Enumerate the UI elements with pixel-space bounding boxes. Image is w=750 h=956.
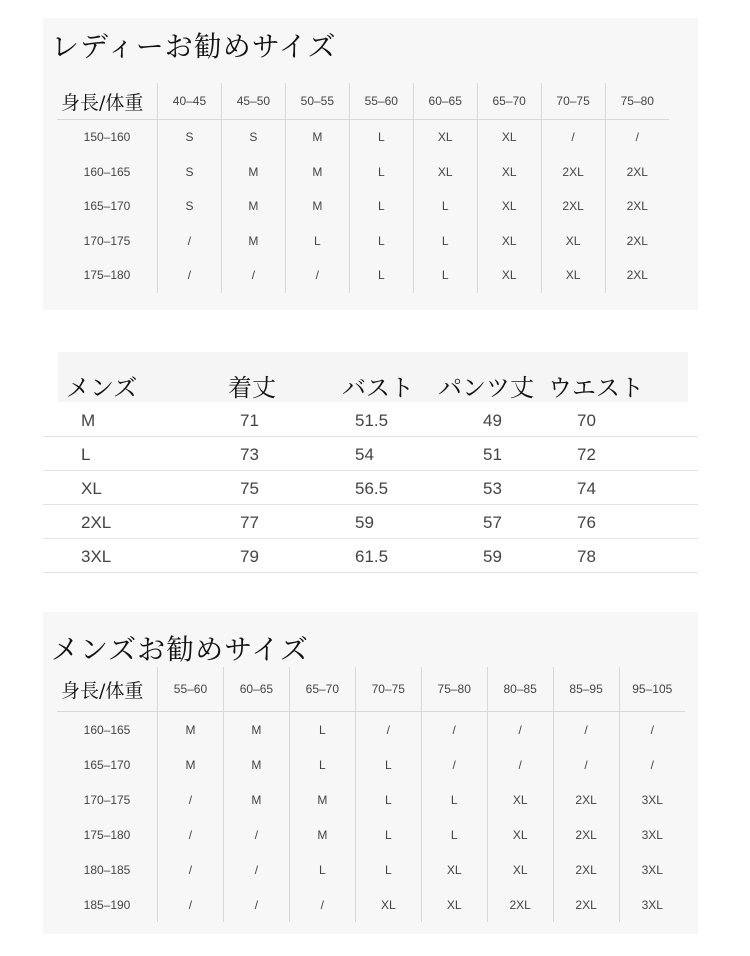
men-chart-pants-length-cell: 51	[483, 445, 502, 464]
men-chart-pants-length-cell: 49	[483, 411, 502, 430]
men-chart-header-size: メンズ	[66, 374, 138, 402]
size-cell: L	[349, 258, 413, 293]
size-cell: 2XL	[553, 817, 619, 852]
size-cell: XL	[355, 887, 421, 922]
size-cell: /	[158, 782, 224, 817]
weight-header: 65–70	[289, 667, 355, 712]
men-chart-length-cell: 77	[240, 513, 259, 532]
size-cell: L	[413, 189, 477, 224]
size-cell: /	[355, 712, 421, 748]
table-row	[57, 747, 685, 782]
women-size-panel	[43, 18, 698, 310]
size-cell: XL	[413, 120, 477, 155]
weight-header: 45–50	[221, 83, 285, 120]
size-cell: M	[285, 155, 349, 190]
size-cell: 3XL	[641, 897, 663, 912]
height-weight-label: 身長/体重	[57, 667, 158, 712]
size-cell: L	[421, 782, 487, 817]
size-cell: 2XL	[487, 887, 553, 922]
weight-header: 75–80	[605, 83, 669, 120]
men-chart-size-cell: 3XL	[81, 547, 112, 566]
women-size-title: レディーお勧めサイズ	[51, 30, 337, 63]
size-cell: 2XL	[626, 233, 648, 248]
size-cell: /	[223, 852, 289, 887]
size-cell: L	[413, 258, 477, 293]
size-cell: /	[650, 722, 654, 737]
height-weight-label: 身長/体重	[57, 83, 158, 120]
size-cell: /	[285, 258, 349, 293]
men-chart-bust-cell: 54	[355, 445, 374, 464]
weight-header: 80–85	[487, 667, 553, 712]
size-cell: L	[285, 224, 349, 259]
size-cell: XL	[477, 120, 541, 155]
table-row	[57, 155, 669, 190]
table-row	[43, 403, 698, 437]
size-cell: L	[349, 155, 413, 190]
height-range-cell: 165–170	[57, 747, 158, 782]
weight-header: 85–95	[553, 667, 619, 712]
table-header-row	[57, 667, 685, 712]
men-chart-bust-cell: 59	[355, 513, 374, 532]
size-cell: XL	[477, 155, 541, 190]
size-cell: M	[223, 782, 289, 817]
men-chart-waist-cell: 78	[577, 547, 596, 566]
size-cell: XL	[541, 224, 605, 259]
size-cell: L	[289, 852, 355, 887]
size-cell: M	[289, 817, 355, 852]
men-chart-waist-cell: 70	[577, 411, 596, 430]
height-range-cell: 175–180	[57, 817, 158, 852]
size-cell: /	[223, 817, 289, 852]
size-cell: /	[650, 757, 654, 772]
size-cell: M	[223, 747, 289, 782]
size-cell: /	[487, 747, 553, 782]
size-cell: /	[158, 224, 222, 259]
height-range-cell: 170–175	[57, 782, 158, 817]
size-cell: 3XL	[641, 862, 663, 877]
size-cell: /	[221, 258, 285, 293]
men-chart-waist-cell: 72	[577, 445, 596, 464]
size-cell: 2XL	[626, 164, 648, 179]
weight-header: 95–105	[619, 667, 685, 712]
height-range-cell: 160–165	[57, 712, 158, 748]
size-cell: /	[223, 887, 289, 922]
size-cell: /	[421, 712, 487, 748]
size-cell: /	[635, 130, 639, 145]
size-cell: M	[158, 747, 224, 782]
men-chart-length-cell: 71	[240, 411, 259, 430]
height-range-cell: 180–185	[57, 852, 158, 887]
table-row	[57, 817, 685, 852]
men-chart-waist-cell: 76	[577, 513, 596, 532]
weight-header: 70–75	[541, 83, 605, 120]
size-cell: /	[158, 852, 224, 887]
men-size-chart	[43, 352, 698, 570]
men-chart-bust-cell: 56.5	[355, 479, 389, 498]
size-cell: 2XL	[553, 887, 619, 922]
size-cell: L	[355, 817, 421, 852]
size-cell: /	[158, 817, 224, 852]
height-range-cell: 160–165	[57, 155, 158, 190]
size-cell: L	[355, 782, 421, 817]
size-cell: M	[289, 782, 355, 817]
size-cell: M	[221, 189, 285, 224]
size-cell: S	[158, 120, 222, 155]
table-row	[57, 887, 685, 922]
table-row	[43, 471, 698, 505]
men-chart-size-cell: M	[81, 411, 96, 430]
men-chart-length-cell: 75	[240, 479, 259, 498]
table-row	[43, 437, 698, 471]
weight-header: 75–80	[421, 667, 487, 712]
size-cell: M	[285, 189, 349, 224]
size-cell: M	[221, 155, 285, 190]
men-size-table	[57, 667, 685, 922]
men-chart-bust-cell: 51.5	[355, 411, 389, 430]
table-row	[43, 505, 698, 539]
table-row	[57, 782, 685, 817]
size-cell: L	[349, 224, 413, 259]
men-chart-pants-length-cell: 59	[483, 547, 502, 566]
women-size-table	[57, 83, 669, 293]
table-row	[43, 539, 698, 573]
men-chart-header	[58, 352, 688, 402]
men-chart-header-pants-length: パンツ丈	[438, 374, 534, 402]
size-cell: XL	[421, 887, 487, 922]
size-cell: M	[221, 224, 285, 259]
height-range-cell: 185–190	[57, 887, 158, 922]
weight-header: 65–70	[477, 83, 541, 120]
table-header-row	[57, 83, 669, 120]
men-chart-length-cell: 79	[240, 547, 259, 566]
size-cell: XL	[487, 782, 553, 817]
height-range-cell: 165–170	[57, 189, 158, 224]
size-cell: M	[223, 712, 289, 748]
men-chart-header-length: 着丈	[228, 374, 276, 402]
height-range-cell: 175–180	[57, 258, 158, 293]
size-cell: XL	[413, 155, 477, 190]
size-cell: L	[349, 120, 413, 155]
weight-header: 55–60	[349, 83, 413, 120]
men-size-panel	[43, 612, 698, 934]
size-cell: M	[285, 120, 349, 155]
size-cell: XL	[477, 224, 541, 259]
men-chart-length-cell: 73	[240, 445, 259, 464]
size-cell: M	[158, 712, 224, 748]
size-cell: XL	[477, 258, 541, 293]
size-cell: /	[158, 258, 222, 293]
size-cell: 2XL	[553, 852, 619, 887]
men-chart-size-cell: 2XL	[81, 513, 112, 532]
size-cell: 2XL	[553, 782, 619, 817]
size-cell: L	[289, 747, 355, 782]
size-cell: XL	[487, 817, 553, 852]
size-cell: S	[158, 189, 222, 224]
size-cell: /	[553, 712, 619, 748]
weight-header: 50–55	[285, 83, 349, 120]
men-chart-pants-length-cell: 57	[483, 513, 502, 532]
size-cell: XL	[477, 189, 541, 224]
size-cell: 2XL	[541, 155, 605, 190]
table-row	[57, 189, 669, 224]
men-chart-waist-cell: 74	[577, 479, 596, 498]
size-cell: L	[421, 817, 487, 852]
men-chart-header-bust: バスト	[342, 374, 414, 402]
weight-header: 70–75	[355, 667, 421, 712]
size-cell: S	[221, 120, 285, 155]
table-row	[57, 712, 685, 748]
size-cell: XL	[421, 852, 487, 887]
size-cell: /	[289, 887, 355, 922]
men-chart-bust-cell: 61.5	[355, 547, 389, 566]
men-size-title: メンズお勧めサイズ	[51, 633, 309, 666]
table-row	[57, 224, 669, 259]
size-cell: L	[289, 712, 355, 748]
size-cell: S	[158, 155, 222, 190]
men-chart-pants-length-cell: 53	[483, 479, 502, 498]
size-cell: /	[487, 712, 553, 748]
men-chart-size-cell: L	[81, 445, 91, 464]
size-cell: L	[349, 189, 413, 224]
size-cell: L	[355, 747, 421, 782]
table-row	[57, 852, 685, 887]
weight-header: 40–45	[158, 83, 222, 120]
size-cell: XL	[541, 258, 605, 293]
size-cell: L	[355, 852, 421, 887]
table-row	[57, 258, 669, 293]
height-range-cell: 170–175	[57, 224, 158, 259]
size-cell: /	[421, 747, 487, 782]
size-cell: 2XL	[541, 189, 605, 224]
size-cell: /	[553, 747, 619, 782]
height-range-cell: 150–160	[57, 120, 158, 155]
weight-header: 55–60	[158, 667, 224, 712]
size-cell: 2XL	[626, 199, 648, 214]
size-cell: 3XL	[641, 792, 663, 807]
weight-header: 60–65	[223, 667, 289, 712]
size-cell: /	[158, 887, 224, 922]
size-cell: XL	[487, 852, 553, 887]
men-chart-size-cell: XL	[81, 479, 102, 498]
size-cell: L	[413, 224, 477, 259]
weight-header: 60–65	[413, 83, 477, 120]
size-cell: /	[541, 120, 605, 155]
size-cell: 3XL	[641, 827, 663, 842]
size-cell: 2XL	[626, 268, 648, 283]
table-row	[57, 120, 669, 155]
men-chart-header-waist: ウエスト	[548, 374, 644, 402]
